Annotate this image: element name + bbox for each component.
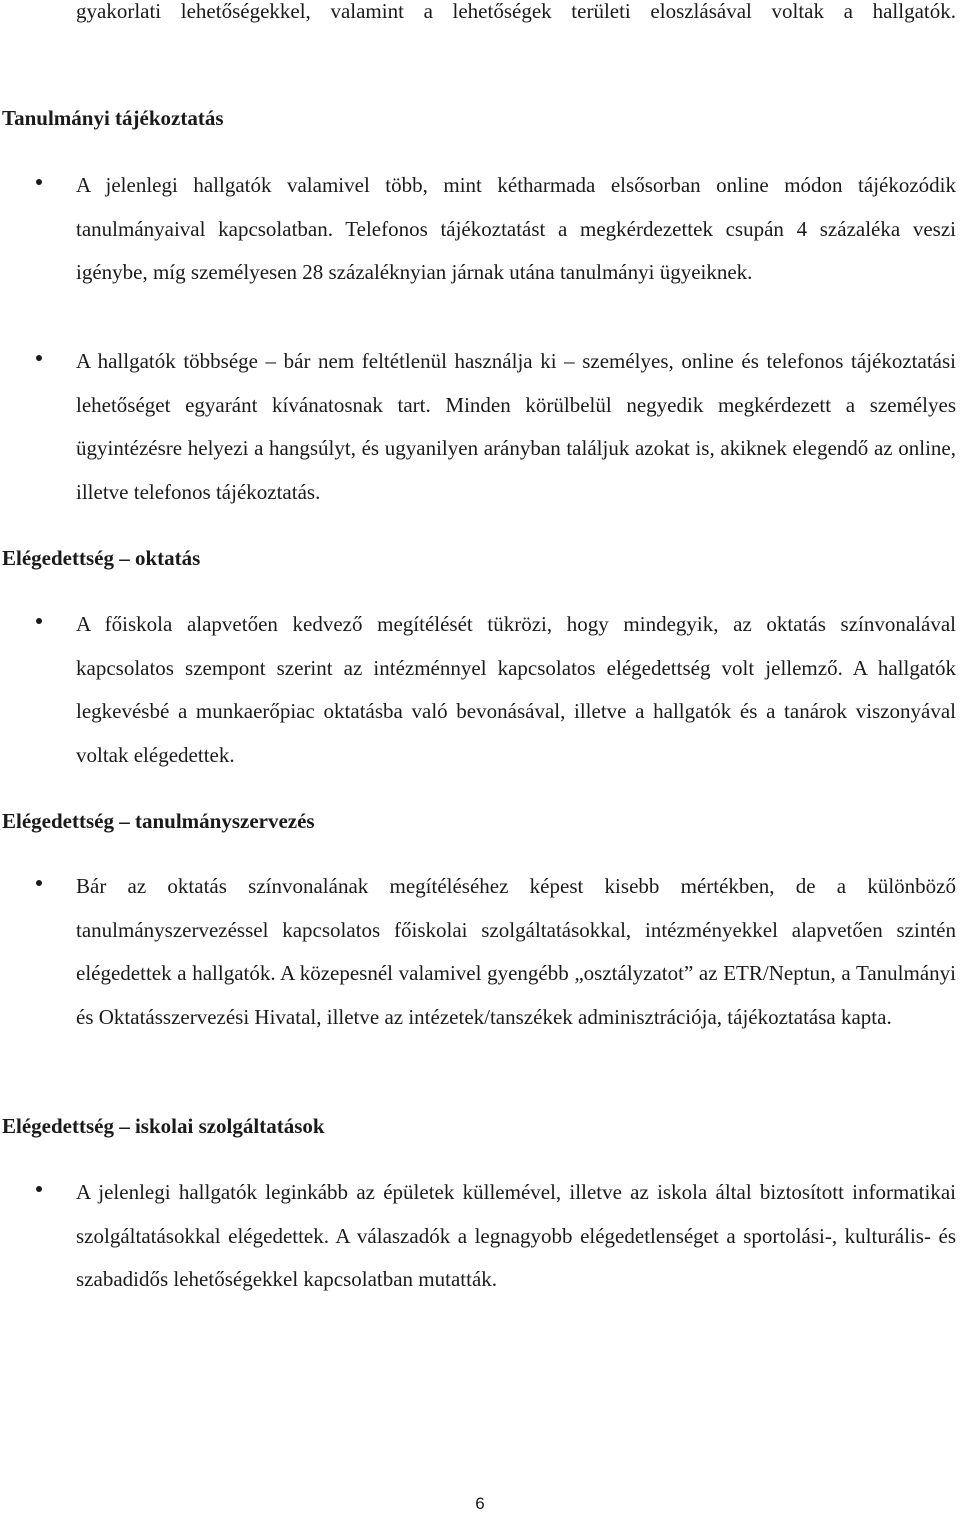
bullet-icon: [36, 1186, 42, 1192]
section-heading-elegedettseg-tanulmanyszervezes: Elégedettség – tanulmányszervezés: [2, 809, 315, 833]
list-item: [76, 164, 956, 295]
intro-paragraph: gyakorlati lehetőségekkel, valamint a lehetőségek területi eloszlásával voltak a hallgatók.: [76, 0, 956, 23]
section-heading-tanulmanyi-tajekoztatas: Tanulmányi tájékoztatás: [2, 106, 224, 130]
section-heading-elegedettseg-oktatas: Elégedettség – oktatás: [2, 546, 201, 570]
bullet-icon: [36, 618, 42, 624]
section-heading-elegedettseg-iskolai-szolgaltatasok: Elégedettség – iskolai szolgáltatások: [2, 1114, 325, 1138]
list-item: [76, 1171, 956, 1302]
list-item-text: A jelenlegi hallgatók valamivel több, mint kétharmada elsősorban online módon tájékozódik tanulmányaival kapcsolatban. Telefonos tájékoztatást a megkérdezettek csupán 4 százaléka veszi igénybe, míg személyesen 28 százaléknyian járnak utána tanulmányi ügyeiknek.: [76, 173, 956, 284]
list-item-text: A hallgatók többsége – bár nem feltétlenül használja ki – személyes, online és telefonos tájékoztatási lehetőséget egyaránt kívánatosnak tart. Minden körülbelül negyedik megkérdezett a személyes ügyintézésre helyezi a hangsúlyt, és ugyanilyen arányban találjuk azokat is, akiknek elegendő az online, illetve telefonos tájékoztatás.: [76, 349, 956, 504]
bullet-icon: [36, 355, 42, 361]
list-item: [76, 603, 956, 777]
bullet-icon: [36, 179, 42, 185]
list-item: [76, 865, 956, 1039]
list-item-text: A jelenlegi hallgatók leginkább az épületek küllemével, illetve az iskola által biztosított informatikai szolgáltatásokkal elégedettek. A válaszadók a legnagyobb elégedetlenséget a sportolási-, kulturális- és szabadidős lehetőségekkel kapcsolatban mutatták.: [76, 1180, 956, 1291]
bullet-icon: [36, 880, 42, 886]
list-item-text: A főiskola alapvetően kedvező megítélését tükrözi, hogy mindegyik, az oktatás színvonalával kapcsolatos szempont szerint az intézménnyel kapcsolatos elégedettség volt jellemző. A hallgatók legkevésbé a munkaerőpiac oktatásba való bevonásával, illetve a hallgatók és a tanárok viszonyával voltak elégedettek.: [76, 612, 956, 767]
list-item-text: Bár az oktatás színvonalának megítéléséhez képest kisebb mértékben, de a különböző tanulmányszervezéssel kapcsolatos főiskolai szolgáltatásokkal, intézményekkel alapvetően szintén elégedettek a hallgatók. A közepesnél valamivel gyengébb „osztályzatot” az ETR/Neptun, a Tanulmányi és Oktatásszervezési Hivatal, illetve az intézetek/tanszékek adminisztrációja, tájékoztatása kapta.: [76, 874, 956, 1029]
list-item: [76, 340, 956, 514]
page-number: 6: [475, 1494, 485, 1513]
